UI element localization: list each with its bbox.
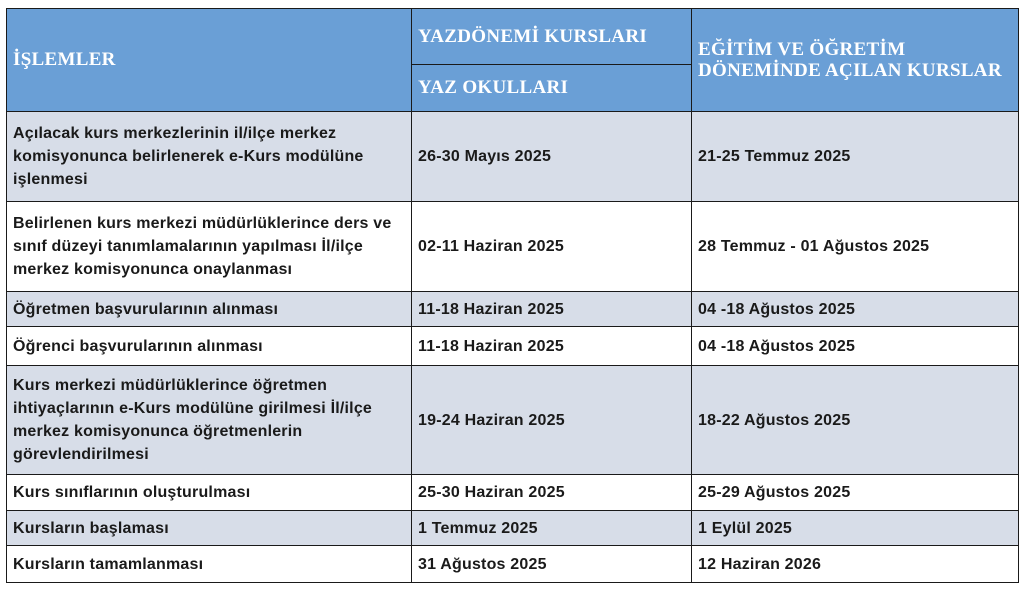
term-date-cell: 18-22 Ağustos 2025	[692, 366, 1019, 475]
table-row	[7, 366, 1019, 475]
summer-date-cell: 31 Ağustos 2025	[412, 546, 692, 583]
header-islemler: İŞLEMLER	[7, 9, 412, 112]
task-cell: Açılacak kurs merkezlerinin il/ilçe merkez komisyonunca belirlenerek e-Kurs modülüne işlenmesi	[7, 112, 412, 202]
task-cell: Kurs merkezi müdürlüklerince öğretmen ihtiyaçlarının e-Kurs modülüne girilmesi İl/ilçe merkez komisyonunca öğretmenlerin görevlendirilmesi	[7, 366, 412, 475]
table-row	[7, 292, 1019, 327]
task-cell: Kurs sınıflarının oluşturulması	[7, 475, 412, 511]
term-date-cell: 1 Eylül 2025	[692, 511, 1019, 546]
table-row	[7, 546, 1019, 583]
table-row	[7, 327, 1019, 366]
task-cell: Kursların başlaması	[7, 511, 412, 546]
term-date-cell: 25-29 Ağustos 2025	[692, 475, 1019, 511]
summer-date-cell: 25-30 Haziran 2025	[412, 475, 692, 511]
summer-date-cell: 02-11 Haziran 2025	[412, 202, 692, 292]
schedule-table	[6, 8, 1019, 583]
term-date-cell: 04 -18 Ağustos 2025	[692, 327, 1019, 366]
summer-date-cell: 11-18 Haziran 2025	[412, 327, 692, 366]
term-date-cell: 04 -18 Ağustos 2025	[692, 292, 1019, 327]
summer-date-cell: 26-30 Mayıs 2025	[412, 112, 692, 202]
table-row	[7, 475, 1019, 511]
header-term-courses: EĞİTİM VE ÖĞRETİM DÖNEMİNDE AÇILAN KURSLAR	[692, 9, 1019, 112]
summer-date-cell: 11-18 Haziran 2025	[412, 292, 692, 327]
summer-date-cell: 19-24 Haziran 2025	[412, 366, 692, 475]
term-date-cell: 12 Haziran 2026	[692, 546, 1019, 583]
task-cell: Öğretmen başvurularının alınması	[7, 292, 412, 327]
table-row	[7, 112, 1019, 202]
task-cell: Kursların tamamlanması	[7, 546, 412, 583]
header-summer-courses: YAZDÖNEMİ KURSLARI	[412, 9, 692, 65]
summer-date-cell: 1 Temmuz 2025	[412, 511, 692, 546]
table-row	[7, 511, 1019, 546]
header-row-top	[7, 9, 1019, 65]
header-summer-schools: YAZ OKULLARI	[412, 65, 692, 112]
task-cell: Öğrenci başvurularının alınması	[7, 327, 412, 366]
term-date-cell: 21-25 Temmuz 2025	[692, 112, 1019, 202]
task-cell: Belirlenen kurs merkezi müdürlüklerince ders ve sınıf düzeyi tanımlamalarının yapılması İl/ilçe merkez komisyonunca onaylanması	[7, 202, 412, 292]
term-date-cell: 28 Temmuz - 01 Ağustos 2025	[692, 202, 1019, 292]
table-row	[7, 202, 1019, 292]
